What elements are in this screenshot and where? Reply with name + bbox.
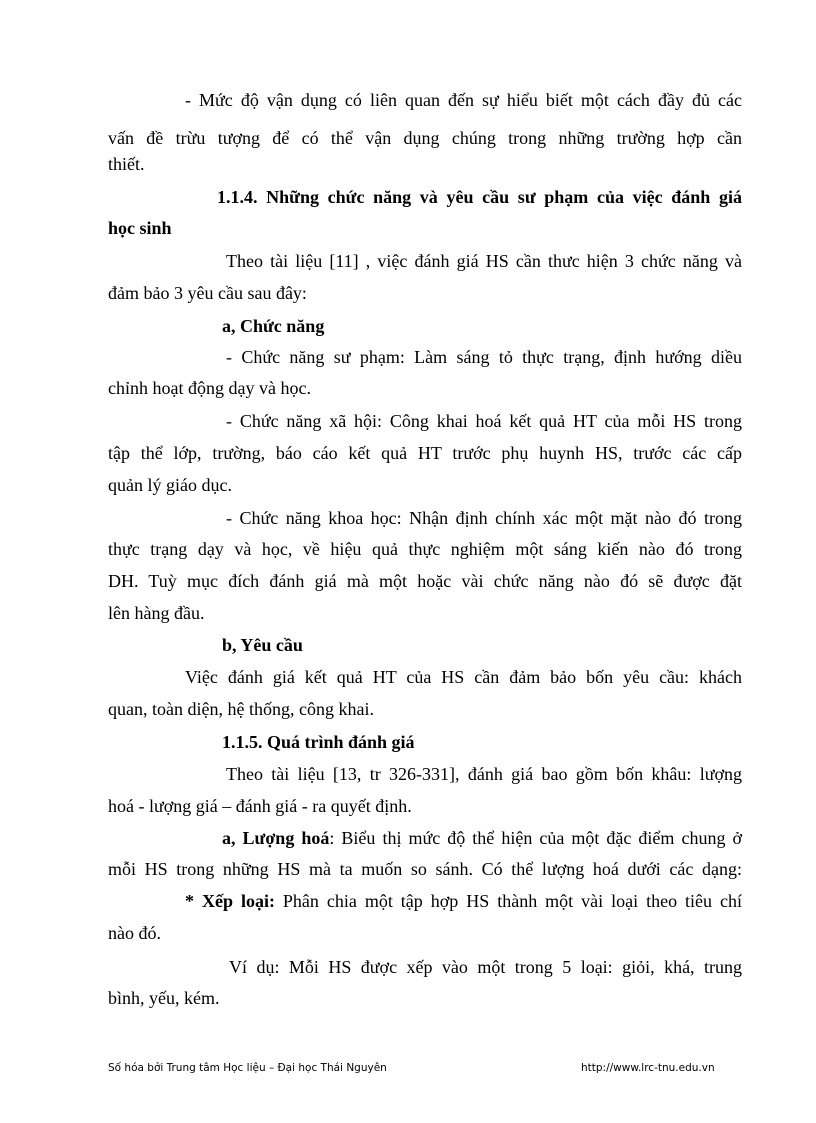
text-line: Ví dụ: Mỗi HS được xếp vào một trong 5 loại: giỏi, khá, trung — [229, 957, 742, 977]
text-line: Việc đánh giá kết quả HT của HS cần đảm bảo bốn yêu cầu: khách — [185, 667, 742, 687]
text-line: hoá - lượng giá – đánh giá - ra quyết định. — [108, 796, 412, 816]
subheading-requirements: b, Yêu cầu — [222, 635, 303, 655]
text-line: chỉnh hoạt động dạy và học. — [108, 378, 311, 398]
text-line: - Chức năng xã hội: Công khai hoá kết quả HT của mỗi HS trong — [226, 411, 742, 431]
term-label: * Xếp loại: — [185, 891, 275, 911]
subheading-functions: a, Chức năng — [222, 316, 325, 336]
text-line: tập thể lớp, trường, báo cáo kết quả HT trước phụ huynh HS, trước các cấp — [108, 443, 742, 463]
footer-url: http://www.lrc-tnu.edu.vn — [581, 1062, 715, 1074]
section-heading-cont: học sinh — [108, 218, 172, 238]
text-line — [185, 890, 742, 912]
footer-source: Số hóa bởi Trung tâm Học liệu – Đại học Thái Nguyên — [108, 1062, 387, 1074]
term-text: Phân chia một tập hợp HS thành một vài loại theo tiêu chí — [274, 891, 742, 911]
text-line: vấn đề trừu tượng để có thể vận dụng chúng trong những trường hợp cần — [108, 128, 742, 148]
text-line: Theo tài liệu [11] , việc đánh giá HS cần thưc hiện 3 chức năng và — [226, 251, 742, 271]
term-text: : Biểu thị mức độ thể hiện của một đặc điểm chung ở — [329, 828, 743, 848]
text-line: bình, yếu, kém. — [108, 988, 220, 1008]
text-line: - Mức độ vận dụng có liên quan đến sự hiểu biết một cách đầy đủ các — [185, 90, 742, 110]
text-line: - Chức năng sư phạm: Làm sáng tỏ thực trạng, định hướng diều — [226, 347, 742, 367]
text-line: - Chức năng khoa học: Nhận định chính xác một mặt nào đó trong — [226, 508, 742, 528]
text-line: quan, toàn diện, hệ thống, công khai. — [108, 699, 374, 719]
term-label: a, Lượng hoá — [222, 828, 330, 848]
text-line: đảm bảo 3 yêu cầu sau đây: — [108, 283, 307, 303]
text-line: lên hàng đầu. — [108, 603, 205, 623]
text-line: thiết. — [108, 154, 145, 174]
text-line: DH. Tuỳ mục đích đánh giá mà một hoặc vài chức năng nào đó sẽ được đặt — [108, 571, 742, 591]
text-line: Theo tài liệu [13, tr 326-331], đánh giá bao gồm bốn khâu: lượng — [226, 764, 742, 784]
text-line: quản lý giáo dục. — [108, 475, 232, 495]
section-heading: 1.1.4. Những chức năng và yêu cầu sư phạm của việc đánh giá — [217, 187, 742, 207]
text-line: mỗi HS trong những HS mà ta muốn so sánh. Có thể lượng hoá dưới các dạng: — [108, 859, 742, 879]
text-line: thực trạng dạy và học, về hiệu quả thực nghiệm một sáng kiến nào đó trong — [108, 539, 742, 559]
text-line — [222, 827, 742, 849]
text-line: nào đó. — [108, 923, 161, 943]
section-heading: 1.1.5. Quá trình đánh giá — [222, 732, 415, 752]
